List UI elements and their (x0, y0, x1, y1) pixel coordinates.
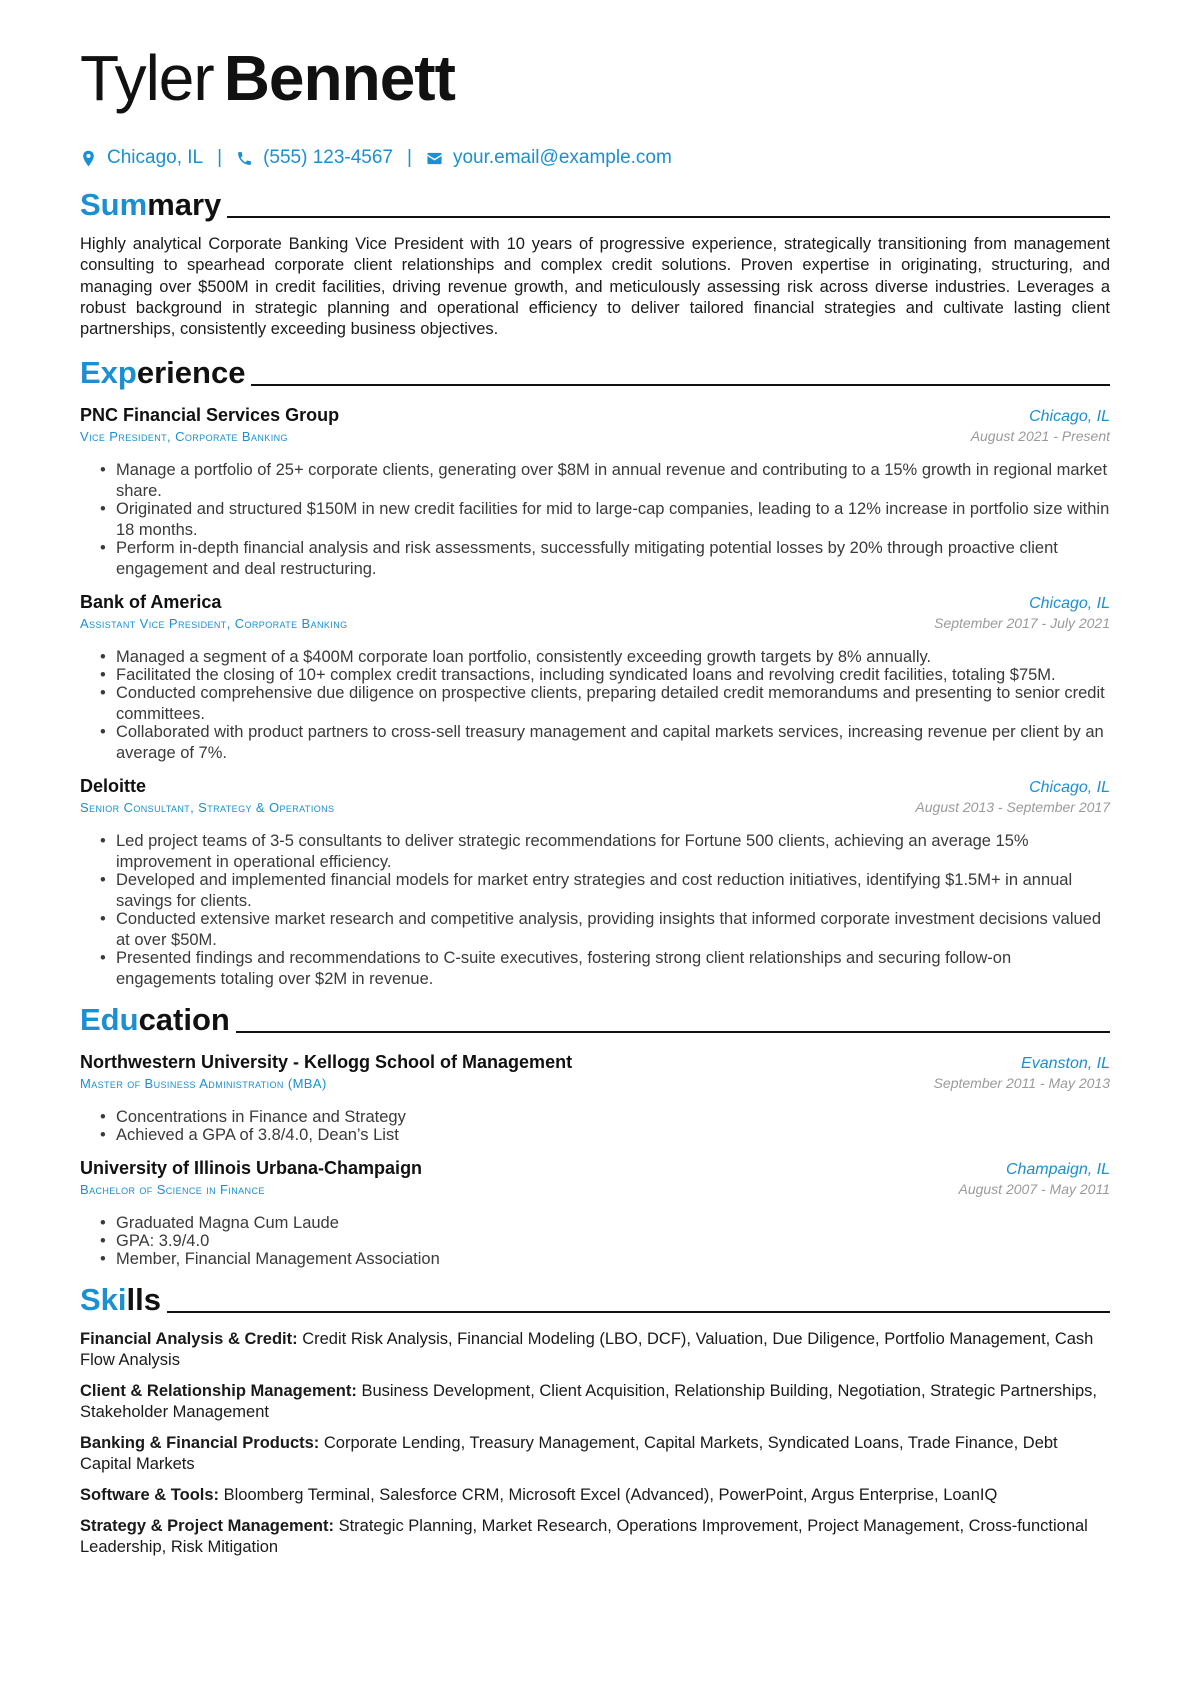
section-rule (227, 216, 1110, 218)
bullet-item: • GPA: 3.9/4.0 (116, 1231, 1110, 1252)
map-marker-icon (80, 150, 97, 167)
first-name: Tyler (80, 42, 214, 114)
section-title (80, 354, 245, 392)
degree-title: Bachelor of Science in Finance (80, 1182, 265, 1198)
title-rest: lls (126, 1282, 161, 1318)
school-name: Northwestern University - Kellogg School of Management (80, 1052, 573, 1073)
bullet-item: • Concentrations in Finance and Strategy (116, 1107, 1110, 1128)
skill-group (80, 1381, 1110, 1423)
title-accent: Edu (80, 1002, 139, 1038)
section-skills-heading (80, 1279, 1110, 1319)
entry-location: Evanston, IL (1021, 1055, 1110, 1073)
last-name: Bennett (223, 42, 455, 114)
entry-location: Champaign, IL (1005, 1161, 1110, 1179)
bullet-list (80, 460, 1110, 580)
bullet-list (80, 1213, 1110, 1270)
title-accent: Exp (80, 355, 137, 391)
contact-location (80, 147, 203, 169)
entry-dates: September 2017 - July 2021 (934, 615, 1110, 632)
experience-entry (80, 775, 1110, 990)
title-rest: erience (136, 355, 246, 391)
section-rule (251, 384, 1110, 386)
bullet-item: • Originated and structured $150M in new credit facilities for mid to large-cap companies, leading to a 12% increase in portfolio size within 18 months. (116, 499, 1110, 541)
skill-label: Software & Tools: (80, 1486, 220, 1505)
employer-name: PNC Financial Services Group (80, 405, 340, 426)
candidate-name (80, 38, 1110, 118)
bullet-item: • Led project teams of 3-5 consultants to deliver strategic recommendations for Fortune 500 clients, achieving an average 15% improvement in operational efficiency. (116, 831, 1110, 873)
bullet-list (80, 1107, 1110, 1146)
skills-list (80, 1329, 1110, 1558)
bullet-item: • Conducted comprehensive due diligence on prospective clients, preparing detailed credit memorandums and presenting to senior credit committees. (116, 683, 1110, 725)
section-education-heading (80, 999, 1110, 1039)
entry-location: Chicago, IL (1029, 779, 1110, 797)
section-title (80, 186, 221, 224)
education-entry (80, 1157, 1110, 1270)
section-title (80, 1281, 161, 1319)
skill-label: Banking & Financial Products: (80, 1434, 320, 1453)
skill-group (80, 1516, 1110, 1558)
entry-location: Chicago, IL (1029, 408, 1110, 426)
skill-values: Strategic Planning, Market Research, Operations Improvement, Project Management, Cross-functional Leadership, Risk Mitigation (80, 1517, 1088, 1557)
bullet-list (80, 647, 1110, 764)
bullet-item: • Developed and implemented financial models for market entry strategies and cost reduction initiatives, identifying $1.5M+ in annual savings for clients. (116, 870, 1110, 912)
education-list (80, 1051, 1110, 1270)
entry-dates: August 2007 - May 2011 (958, 1181, 1110, 1198)
contact-phone[interactable] (236, 147, 393, 169)
bullet-item: • Presented findings and recommendations to C-suite executives, fostering strong client relationships and securing follow-on engagements totaling over $2M in revenue. (116, 948, 1110, 990)
bullet-item: • Managed a segment of a $400M corporate loan portfolio, consistently exceeding growth targets by 8% annually. (116, 647, 1110, 668)
section-title (80, 1001, 230, 1039)
entry-location: Chicago, IL (1029, 595, 1110, 613)
contact-bar (80, 144, 1110, 172)
contact-separator: | (217, 147, 223, 168)
experience-list (80, 404, 1110, 990)
skill-group (80, 1329, 1110, 1371)
title-rest: mary (147, 187, 222, 222)
bullet-list (80, 831, 1110, 990)
entry-dates: August 2013 - September 2017 (915, 799, 1110, 816)
bullet-item: • Achieved a GPA of 3.8/4.0, Dean’s List (116, 1125, 1110, 1146)
bullet-item: • Facilitated the closing of 10+ complex credit transactions, including syndicated loans and revolving credit facilities, totaling $75M. (116, 665, 1110, 686)
job-title: Vice President, Corporate Banking (80, 429, 288, 445)
job-title: Assistant Vice President, Corporate Banking (80, 616, 348, 632)
entry-dates: August 2021 - Present (970, 428, 1110, 445)
skill-group (80, 1433, 1110, 1475)
title-accent: Ski (80, 1282, 127, 1318)
summary-text: Highly analytical Corporate Banking Vice President with 10 years of progressive experience, strategically transitioning from management consulting to spearhead corporate client relationships and complex credit solutions. Proven expertise in originating, structuring, and managing over $500M in credit facilities, driving revenue growth, and meticulously assessing risk across diverse industries. Leverages a robust background in strategic planning and operational efficiency to deliver tailored financial strategies and cultivate lasting client partnerships, consistently exceeding business objectives. (80, 235, 1110, 339)
skill-values: Business Development, Client Acquisition, Relationship Building, Negotiation, Strategic Partnerships, Stakeholder Management (80, 1382, 1098, 1422)
skill-label: Financial Analysis & Credit: (80, 1330, 298, 1349)
employer-name: Bank of America (80, 592, 222, 613)
bullet-item: • Conducted extensive market research and competitive analysis, providing insights that informed corporate investment decisions valued at over $50M. (116, 909, 1110, 951)
bullet-item: • Manage a portfolio of 25+ corporate clients, generating over $8M in annual revenue and contributing to a 15% growth in regional market share. (116, 460, 1110, 502)
experience-entry (80, 404, 1110, 580)
envelope-icon (426, 150, 443, 167)
skill-group (80, 1485, 1110, 1506)
email-link[interactable]: your.email@example.com (452, 147, 672, 168)
experience-entry (80, 591, 1110, 764)
phone-text: (555) 123-4567 (263, 147, 393, 168)
title-accent: Sum (80, 187, 148, 222)
bullet-item: • Graduated Magna Cum Laude (116, 1213, 1110, 1234)
skill-values: Bloomberg Terminal, Salesforce CRM, Microsoft Excel (Advanced), PowerPoint, Argus Enterprise, LoanIQ (223, 1486, 998, 1505)
skill-label: Strategy & Project Management: (80, 1517, 334, 1536)
section-rule (167, 1311, 1110, 1313)
skill-label: Client & Relationship Management: (80, 1382, 357, 1401)
skill-values: Corporate Lending, Treasury Management, Capital Markets, Syndicated Loans, Trade Finance, Debt Capital Markets (80, 1434, 1058, 1474)
section-summary-heading (80, 184, 1110, 224)
employer-name: Deloitte (80, 776, 147, 797)
section-rule (236, 1031, 1110, 1033)
entry-dates: September 2011 - May 2013 (933, 1075, 1110, 1092)
contact-separator: | (407, 147, 412, 168)
bullet-item: • Collaborated with product partners to cross-sell treasury management and capital markets services, increasing revenue per client by an average of 7%. (116, 722, 1110, 764)
phone-icon (236, 150, 253, 167)
location-text: Chicago, IL (107, 147, 204, 168)
bullet-item: • Perform in-depth financial analysis and risk assessments, successfully mitigating potential losses by 20% through proactive client engagement and deal restructuring. (116, 538, 1110, 580)
bullet-item: • Member, Financial Management Association (116, 1249, 1110, 1270)
school-name: University of Illinois Urbana-Champaign (80, 1158, 423, 1179)
section-experience-heading (80, 352, 1110, 392)
job-title: Senior Consultant, Strategy & Operations (80, 800, 335, 816)
contact-email[interactable] (426, 147, 672, 169)
skill-values: Credit Risk Analysis, Financial Modeling (LBO, DCF), Valuation, Due Diligence, Portfolio Management, Cash Flow Analysis (80, 1330, 1094, 1370)
title-rest: cation (138, 1002, 230, 1038)
education-entry (80, 1051, 1110, 1146)
degree-title: Master of Business Administration (MBA) (80, 1076, 327, 1092)
